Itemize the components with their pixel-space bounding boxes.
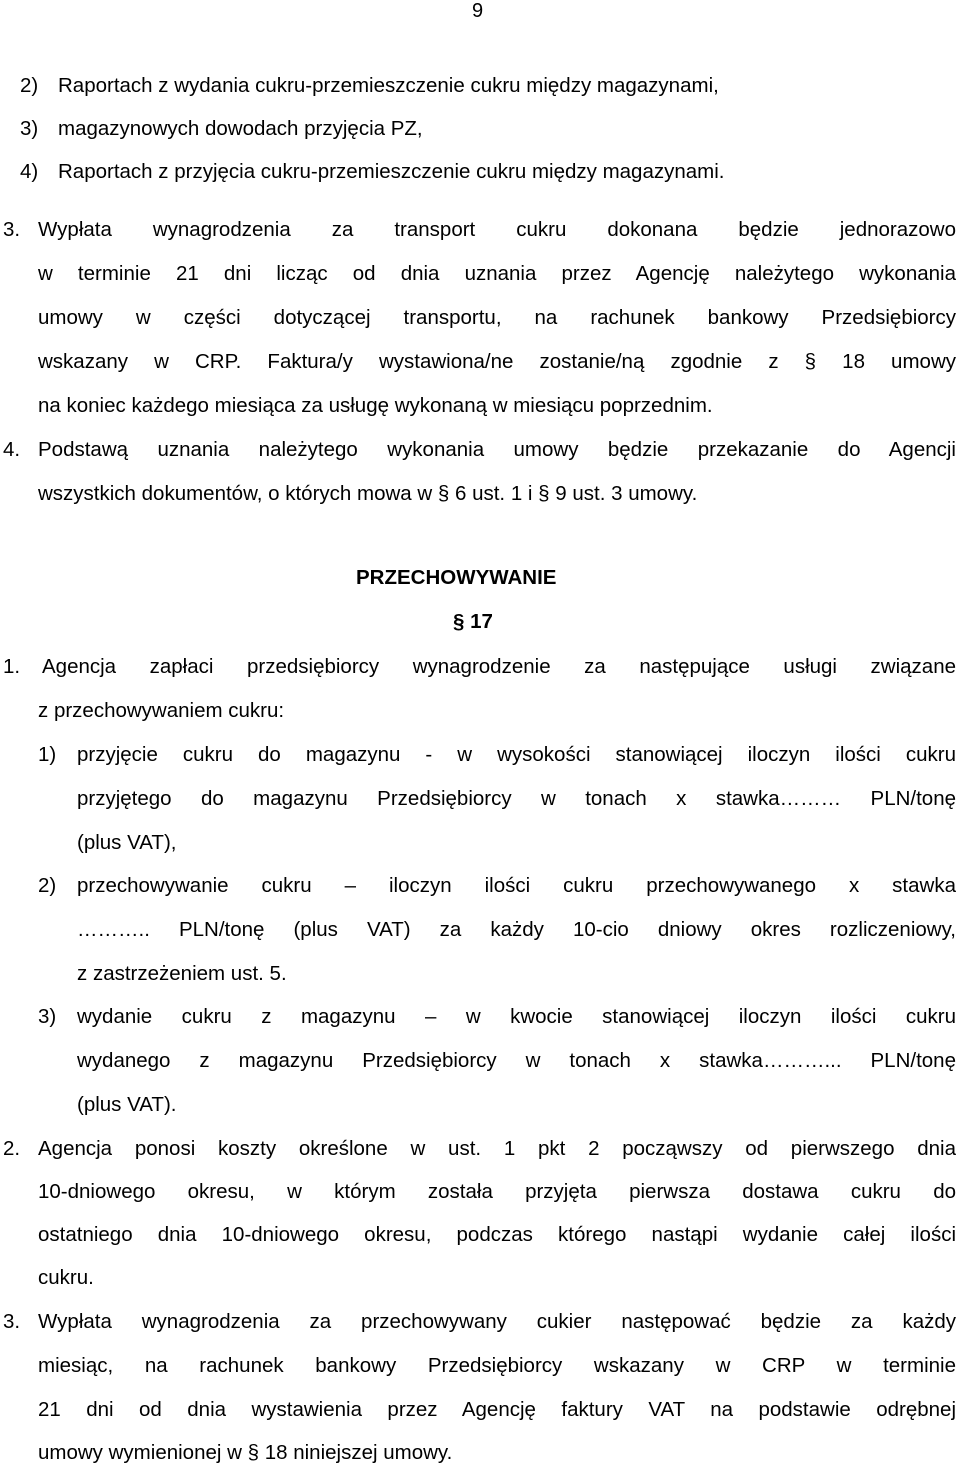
paragraph-line: Podstawą uznania należytego wykonania umowy będzie przekazanie do Agencji: [38, 438, 956, 461]
section-title: PRZECHOWYWANIE: [356, 566, 557, 589]
list-item-number: 2): [20, 74, 39, 97]
paragraph-line: na koniec każdego miesiąca za usługę wykonaną w miesiącu poprzednim.: [38, 394, 713, 417]
paragraph-line: 21 dni od dnia wystawienia przez Agencję faktury VAT na podstawie odrębnej: [38, 1398, 956, 1421]
paragraph-line: Wypłata wynagrodzenia za przechowywany cukier następować będzie za każdy: [38, 1310, 956, 1333]
paragraph-number: 4.: [3, 438, 21, 461]
list-item-line: przyjęcie cukru do magazynu - w wysokości stanowiącej iloczyn ilości cukru: [77, 743, 956, 766]
paragraph-line: umowy wymienionej w § 18 niniejszej umowy.: [38, 1441, 453, 1464]
paragraph-number: 2.: [3, 1137, 21, 1160]
list-item-line: wydanie cukru z magazynu – w kwocie stanowiącej iloczyn ilości cukru: [77, 1005, 956, 1028]
paragraph-number: 3.: [3, 1310, 21, 1333]
list-item-line: przechowywanie cukru – iloczyn ilości cukru przechowywanego x stawka: [77, 874, 956, 897]
list-item-line: przyjętego do magazynu Przedsiębiorcy w tonach x stawka……… PLN/tonę: [77, 787, 956, 810]
list-item-line: ……….. PLN/tonę (plus VAT) za każdy 10-cio dniowy okres rozliczeniowy,: [77, 918, 956, 941]
list-item-number: 4): [20, 160, 39, 183]
paragraph-number: 3.: [3, 218, 21, 241]
list-item-line: z zastrzeżeniem ust. 5.: [77, 962, 287, 985]
list-item-text: Raportach z wydania cukru-przemieszczenie cukru między magazynami,: [58, 74, 719, 97]
paragraph-line: w terminie 21 dni licząc od dnia uznania przez Agencję należytego wykonania: [38, 262, 956, 285]
paragraph-line: z przechowywaniem cukru:: [38, 699, 285, 722]
paragraph-number: 1.: [3, 655, 21, 678]
paragraph-line: miesiąc, na rachunek bankowy Przedsiębiorcy wskazany w CRP w terminie: [38, 1354, 956, 1377]
section-paragraph-mark: § 17: [453, 610, 493, 633]
paragraph-line: umowy w części dotyczącej transportu, na rachunek bankowy Przedsiębiorcy: [38, 306, 956, 329]
list-item-line: (plus VAT),: [77, 831, 177, 854]
paragraph-line: ostatniego dnia 10-dniowego okresu, podczas którego nastąpi wydanie całej ilości: [38, 1223, 956, 1246]
list-item-number: 1): [38, 743, 57, 766]
paragraph-line: Agencja zapłaci przedsiębiorcy wynagrodzenie za następujące usługi związane: [42, 655, 956, 678]
list-item-line: (plus VAT).: [77, 1093, 177, 1116]
paragraph-line: wszystkich dokumentów, o których mowa w § 6 ust. 1 i § 9 ust. 3 umowy.: [38, 482, 698, 505]
paragraph-line: Agencja ponosi koszty określone w ust. 1 pkt 2 począwszy od pierwszego dnia: [38, 1137, 956, 1160]
list-item-number: 3): [38, 1005, 57, 1028]
list-item-number: 2): [38, 874, 57, 897]
paragraph-line: 10-dniowego okresu, w którym została przyjęta pierwsza dostawa cukru do: [38, 1180, 956, 1203]
paragraph-line: cukru.: [38, 1266, 94, 1289]
list-item-text: magazynowych dowodach przyjęcia PZ,: [58, 117, 423, 140]
page-number: 9: [472, 0, 484, 22]
paragraph-line: Wypłata wynagrodzenia za transport cukru dokonana będzie jednorazowo: [38, 218, 956, 241]
list-item-text: Raportach z przyjęcia cukru-przemieszczenie cukru między magazynami.: [58, 160, 725, 183]
paragraph-line: wskazany w CRP. Faktura/y wystawiona/ne zostanie/ną zgodnie z § 18 umowy: [38, 350, 956, 373]
list-item-number: 3): [20, 117, 39, 140]
list-item-line: wydanego z magazynu Przedsiębiorcy w tonach x stawka………... PLN/tonę: [77, 1049, 956, 1072]
